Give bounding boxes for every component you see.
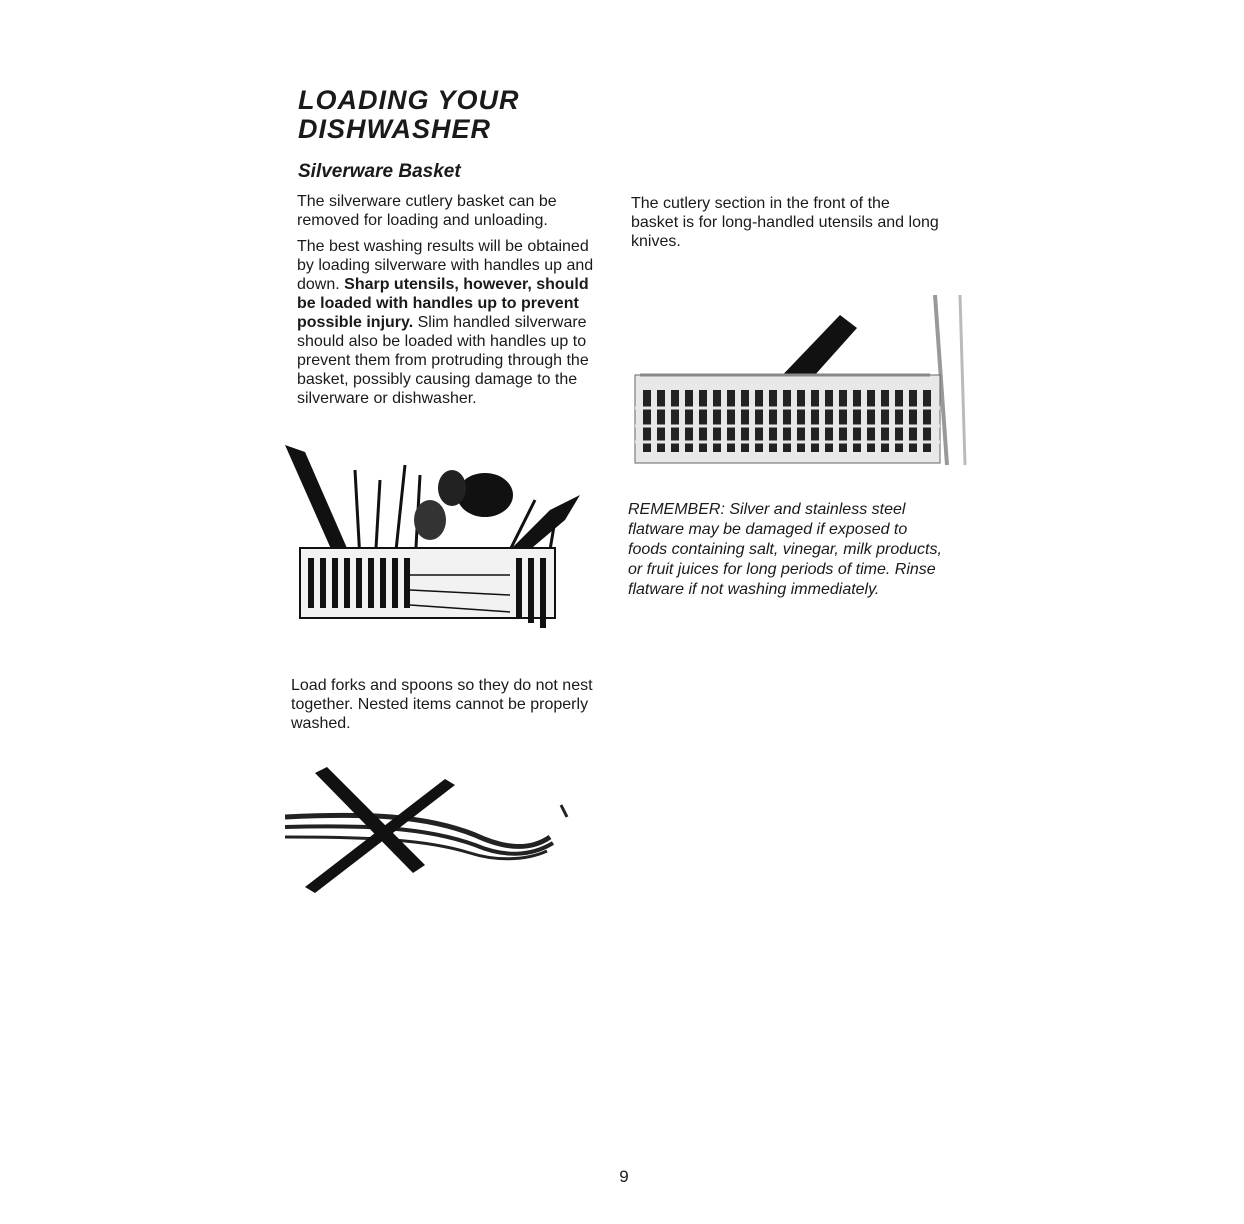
loading-text-intro: The best washing results will be obtained by loading silverware with handles up and down. [297, 238, 594, 293]
title-line-1: LOADING YOUR [298, 85, 520, 115]
title-line-2: DISHWASHER [298, 114, 492, 144]
nested-spoons-crossed-out-illustration [285, 765, 575, 895]
cutlery-section-illustration [625, 290, 970, 470]
page-title [298, 86, 520, 144]
cutlery-section-paragraph: The cutlery section in the front of the basket is for long-handled utensils and long knives. [631, 195, 939, 250]
sharp-utensils-warning: Sharp utensils, however, should be loaded with handles up to prevent possible injury. [297, 276, 589, 331]
page-number: 9 [619, 1167, 629, 1186]
remember-note: REMEMBER: Silver and stainless steel flatware may be damaged if exposed to foods containing salt, vinegar, milk products, or fruit juices for long periods of time. Rinse flatware if not washing immediately. [628, 501, 942, 598]
loading-instructions-paragraph [297, 237, 607, 408]
silverware-basket-illustration [280, 440, 580, 655]
slim-handled-text: Slim handled silverware should also be loaded with handles up to prevent them from protruding through the basket, possibly causing damage to the silverware or dishwasher. [297, 314, 589, 407]
nesting-warning-paragraph: Load forks and spoons so they do not nest together. Nested items cannot be properly washed. [291, 677, 593, 732]
section-subtitle: Silverware Basket [298, 161, 461, 182]
basket-removal-paragraph: The silverware cutlery basket can be removed for loading and unloading. [297, 193, 557, 229]
